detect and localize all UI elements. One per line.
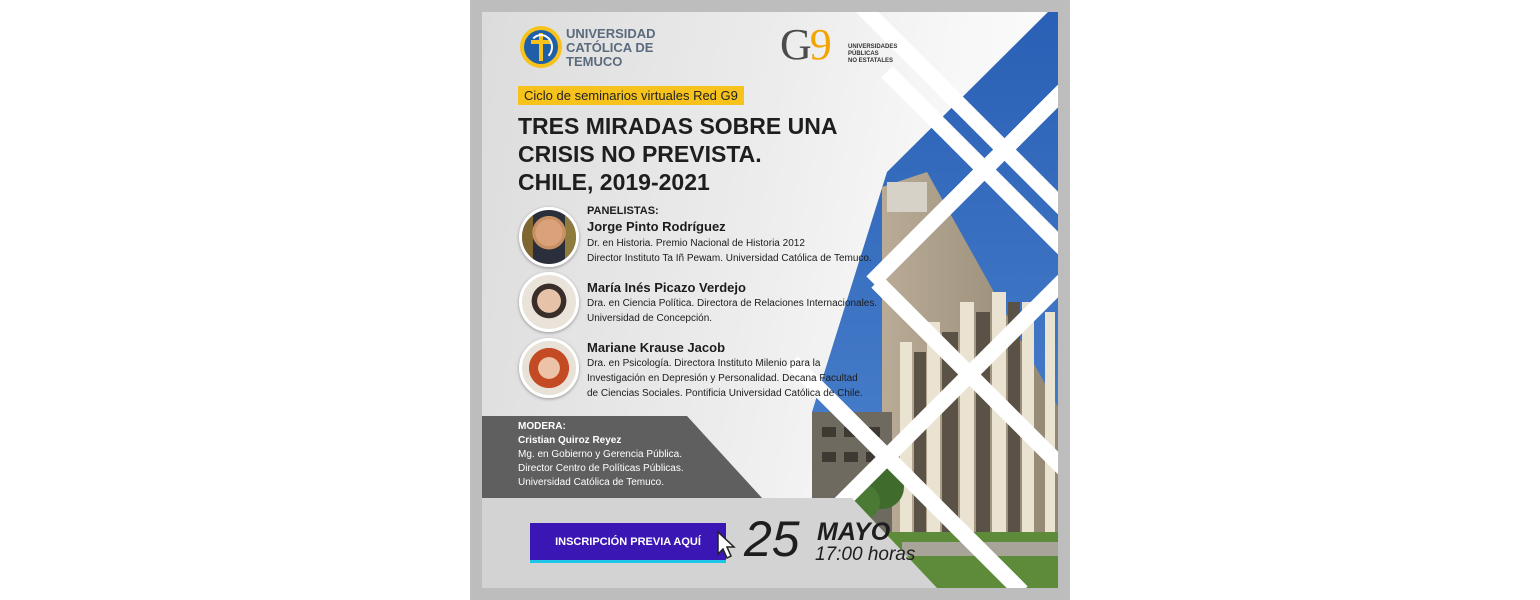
poster-canvas: [482, 12, 1058, 588]
moderator-heading: MODERA:: [518, 421, 566, 432]
avatar-jorge-pinto: [519, 207, 579, 267]
panelist-3-bio-line-2: Investigación en Depresión y Personalidad. Decana Facultad: [587, 373, 858, 384]
panelist-1-bio: [587, 236, 872, 266]
uct-logo-icon: [520, 26, 562, 68]
moderator-name: Cristian Quiroz Reyez: [518, 435, 622, 446]
event-day: 25: [744, 511, 800, 567]
title-line-3: CHILE, 2019-2021: [518, 169, 710, 195]
panelist-3-bio-line-1: Dra. en Psicología. Directora Instituto Milenio para la: [587, 358, 821, 369]
g9-line-2: PÚBLICAS: [848, 51, 879, 57]
panelist-1-name: Jorge Pinto Rodríguez: [587, 219, 726, 234]
event-time: 17:00 horas: [815, 544, 916, 565]
event-month: MAYO: [817, 518, 891, 546]
panelist-3-name: Mariane Krause Jacob: [587, 340, 726, 355]
panelist-2-bio-line-1: Dra. en Ciencia Política. Directora de Relaciones Internacionales.: [587, 298, 878, 309]
event-title: [518, 112, 837, 196]
panelist-1-bio-line-2: Director Instituto Ta Iñ Pewam. Universidad Católica de Temuco.: [587, 253, 872, 264]
g9-logo-mark: G9: [780, 20, 830, 69]
panelist-2-bio: [587, 296, 877, 326]
uct-line-2: CATÓLICA DE: [566, 40, 654, 55]
avatar-maria-picazo: [519, 272, 579, 332]
panelist-3-bio: [587, 356, 863, 401]
moderator-block: [518, 420, 684, 490]
title-line-2: CRISIS NO PREVISTA.: [518, 141, 762, 167]
uct-line-1: UNIVERSIDAD: [566, 26, 656, 41]
panelist-2-name: María Inés Picazo Verdejo: [587, 280, 746, 295]
g9-line-1: UNIVERSIDADES: [848, 44, 898, 50]
panelist-1-bio-line-1: Dr. en Historia. Premio Nacional de Historia 2012: [587, 238, 805, 249]
series-tag: Ciclo de seminarios virtuales Red G9: [518, 86, 744, 105]
title-line-1: TRES MIRADAS SOBRE UNA: [518, 113, 838, 139]
event-poster: [470, 0, 1070, 600]
moderator-line-1: Mg. en Gobierno y Gerencia Pública.: [518, 449, 682, 460]
moderator-line-3: Universidad Católica de Temuco.: [518, 477, 665, 488]
g9-line-3: NO ESTATALES: [848, 58, 893, 64]
cursor-pointer-icon: [716, 530, 738, 560]
panelist-3-bio-line-3: de Ciencias Sociales. Pontificia Universidad Católica de Chile.: [587, 388, 863, 399]
panelists-heading: PANELISTAS:: [587, 205, 659, 217]
moderator-line-2: Director Centro de Políticas Públicas.: [518, 463, 684, 474]
uct-logo-text: [566, 27, 656, 69]
avatar-mariane-krause: [519, 338, 579, 398]
uct-line-3: TEMUCO: [566, 54, 623, 69]
g9-logo-caption: [848, 44, 897, 65]
registration-button[interactable]: INSCRIPCIÓN PREVIA AQUÍ: [530, 523, 726, 563]
panelist-2-bio-line-2: Universidad de Concepción.: [587, 313, 713, 324]
